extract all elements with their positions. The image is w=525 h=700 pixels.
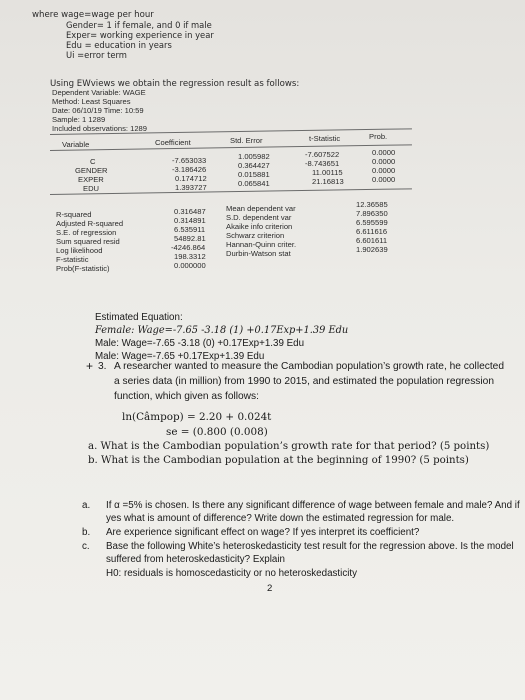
cursor-mark: +: [86, 359, 94, 373]
question-a-label: a.: [82, 500, 91, 511]
q3-number: 3.: [98, 361, 107, 372]
q3-line2: a series data (in million) from 1990 to 2015, and estimated the population regression: [114, 376, 494, 387]
question-a-line2: yes what is amount of difference? Write down the estimated regression for male.: [106, 513, 455, 524]
question-c-line3: H0: residuals is homoscedasticity or no heteroskedasticity: [106, 568, 358, 579]
question-c-line2: suffered from heteroskedasticity? Explain: [106, 554, 285, 565]
header-variable: Variable: [62, 140, 90, 149]
stat-label: Prob(F-statistic): [56, 264, 110, 273]
question-c-label: c.: [82, 541, 90, 552]
header-coefficient: Coefficient: [155, 138, 191, 147]
header-std-error: Std. Error: [230, 136, 263, 145]
q3-part-a: a. What is the Cambodian population’s growth rate for that period? (5 points): [88, 441, 490, 452]
stat-label: Adjusted R-squared: [56, 219, 124, 228]
included-observations: Included observations: 1289: [52, 124, 147, 133]
row-var: EDU: [83, 184, 100, 193]
stat-label: R-squared: [56, 210, 92, 219]
stat-value: 0.000000: [174, 261, 206, 270]
def-wage: where wage=wage per hour: [32, 10, 154, 20]
def-error: Ui =error term: [66, 50, 127, 60]
row-stderr: 0.015881: [238, 170, 270, 179]
stat-label: Schwarz criterion: [226, 231, 285, 240]
page-number: 2: [267, 583, 273, 594]
stat-value: 198.3312: [174, 252, 206, 261]
table-mid-rule: [50, 188, 412, 195]
row-var: C: [90, 157, 96, 166]
row-tstat: -8.743651: [305, 159, 340, 168]
stat-value: 6.601611: [356, 236, 388, 245]
def-edu: Edu = education in years: [66, 40, 172, 50]
row-var: EXPER: [78, 175, 104, 184]
date-time: Date: 06/10/19 Time: 10:59: [52, 106, 144, 115]
row-stderr: 1.005982: [238, 152, 270, 161]
question-b-label: b.: [82, 527, 91, 538]
q3-equation: ln(Câmpop) = 2.20 + 0.024t: [122, 411, 272, 423]
def-gender: Gender= 1 if female, and 0 if male: [66, 20, 212, 30]
stat-value: 1.902639: [356, 245, 388, 254]
female-equation: Female: Wage=-7.65 -3.18 (1) +0.17Exp+1.39 Edu: [95, 325, 349, 336]
question-a-line1: If α =5% is chosen. Is there any significant difference of wage between female and male? And if: [106, 500, 520, 511]
question-c-line1: Base the following White’s heteroskedasticity test result for the regression above. Is the model: [106, 541, 514, 552]
stat-value: 0.314891: [174, 216, 206, 225]
def-exper: Exper= working experience in year: [66, 30, 214, 40]
table-header-rule: [50, 144, 412, 151]
q3-line3: function, which given as follows:: [114, 391, 259, 402]
estimated-heading: Estimated Equation:: [95, 312, 183, 323]
question-b-line1: Are experience significant effect on wage? If yes interpret its coefficient?: [106, 527, 420, 538]
stat-value: 7.896350: [356, 209, 388, 218]
q3-part-b: b. What is the Cambodian population at the beginning of 1990? (5 points): [88, 455, 469, 466]
stat-label: Mean dependent var: [226, 204, 296, 213]
method: Method: Least Squares: [52, 97, 131, 106]
row-prob: 0.0000: [372, 157, 396, 166]
intro-text: Using EWviews we obtain the regression result as follows:: [50, 79, 300, 89]
row-coef: -7.653033: [172, 156, 207, 165]
row-coef: 0.174712: [175, 174, 207, 183]
row-prob: 0.0000: [372, 175, 396, 184]
stat-label: S.D. dependent var: [226, 213, 292, 222]
row-tstat: 21.16813: [312, 177, 344, 186]
q3-line1: A researcher wanted to measure the Cambodian population’s growth rate, he collected: [114, 361, 504, 372]
row-stderr: 0.364427: [238, 161, 270, 170]
row-var: GENDER: [75, 166, 108, 175]
stat-label: S.E. of regression: [56, 228, 117, 237]
stat-value: 54892.81: [174, 234, 206, 243]
stat-value: 6.611616: [356, 227, 388, 236]
stat-value: 0.316487: [174, 207, 206, 216]
q3-standard-errors: se = (0.800 (0.008): [166, 426, 268, 438]
row-tstat: -7.607522: [305, 150, 340, 159]
stat-value: 6.535911: [174, 225, 206, 234]
header-prob: Prob.: [369, 132, 388, 141]
male-equation-1: Male: Wage=-7.65 -3.18 (0) +0.17Exp+1.39 Edu: [95, 338, 305, 349]
stat-value: -4246.864: [171, 243, 206, 252]
row-tstat: 11.00115: [312, 168, 343, 177]
stat-label: Log likelihood: [56, 246, 103, 255]
stat-label: Akaike info criterion: [226, 222, 293, 231]
stat-value: 12.36585: [356, 200, 388, 209]
stat-value: 6.595599: [356, 218, 388, 227]
row-coef: -3.186426: [172, 165, 207, 174]
stat-label: F-statistic: [56, 255, 89, 264]
dependent-variable: Dependent Variable: WAGE: [52, 88, 146, 97]
row-prob: 0.0000: [372, 166, 396, 175]
stat-label: Hannan-Quinn criter.: [226, 240, 297, 249]
header-t-statistic: t-Statistic: [309, 134, 341, 143]
sample: Sample: 1 1289: [52, 115, 106, 124]
stat-label: Durbin-Watson stat: [226, 249, 291, 258]
row-coef: 1.393727: [175, 183, 207, 192]
row-prob: 0.0000: [372, 148, 396, 157]
male-equation-2: Male: Wage=-7.65 +0.17Exp+1.39 Edu: [95, 351, 265, 362]
row-stderr: 0.065841: [238, 179, 270, 188]
stat-label: Sum squared resid: [56, 237, 120, 246]
